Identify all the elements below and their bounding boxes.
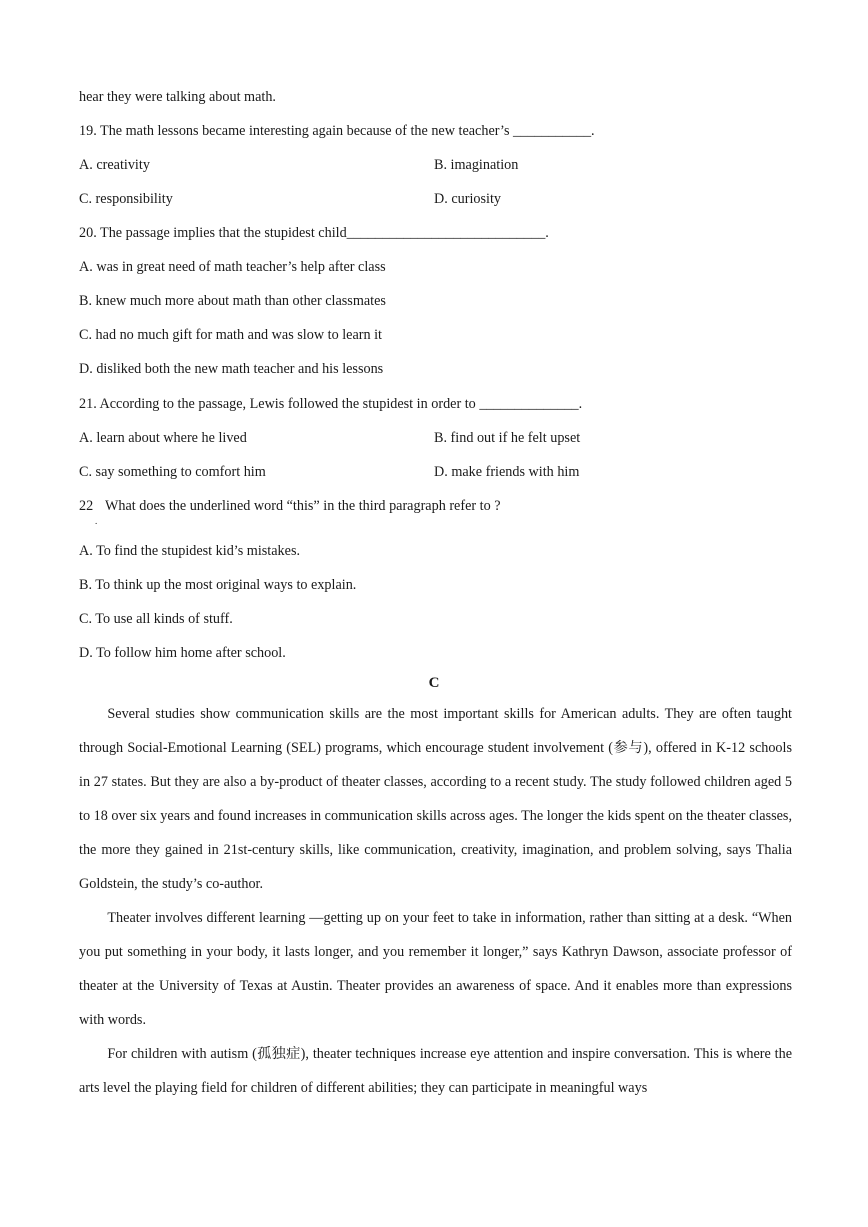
question-22-stem: What does the underlined word “this” in the third paragraph refer to ? (105, 498, 501, 514)
q19-option-a: A. creativity (79, 157, 150, 173)
q22-option-b: B. To think up the most original ways to explain. (79, 577, 357, 593)
section-c-paragraph-1: Several studies show communication skills are the most important skills for American adults. They are often taught through Social-Emotional Learning (SEL) programs, which encourage student involvement (参与), offered in K-12 schools in 27 states. But they are also a by-product of theater classes, according to a recent study. The study followed children aged 5 to 18 over six years and found increases in communication skills across ages. The longer the kids spent on the theater classes, the more they gained in 21st-century skills, like communication, creativity, imagination, and problem solving, says Thalia Goldstein, the study’s co-author. (79, 706, 792, 892)
section-c-title: C (428, 675, 440, 691)
q20-option-c: C. had no much gift for math and was slow to learn it (79, 327, 383, 343)
lead-line: hear they were talking about math. (79, 89, 276, 105)
question-19-stem: 19. The math lessons became interesting again because of the new teacher’s ___________. (79, 123, 595, 139)
question-21-stem: 21. According to the passage, Lewis followed the stupidest in order to ______________. (79, 396, 583, 412)
section-c-paragraph-2: Theater involves different learning —getting up on your feet to take in information, rather than sitting at a desk. “When you put something in your body, it lasts longer, and you remember it longer,” says Kathryn Dawson, associate professor of theater at the University of Texas at Austin. Theater provides an awareness of space. And it enables more than expressions with words. (79, 910, 792, 1028)
q20-option-a: A. was in great need of math teacher’s help after class (79, 259, 386, 275)
q21-option-b: B. find out if he felt upset (434, 430, 581, 446)
q21-option-a: A. learn about where he lived (79, 430, 247, 446)
q21-option-d: D. make friends with him (434, 464, 580, 480)
q22-option-d: D. To follow him home after school. (79, 645, 286, 661)
q22-option-c: C. To use all kinds of stuff. (79, 611, 233, 627)
q21-option-c: C. say something to comfort him (79, 464, 266, 480)
q19-option-d: D. curiosity (434, 191, 501, 207)
question-22-dot: . (95, 516, 98, 526)
q19-option-b: B. imagination (434, 157, 519, 173)
q22-option-a: A. To find the stupidest kid’s mistakes. (79, 543, 301, 559)
q19-option-c: C. responsibility (79, 191, 173, 207)
section-c-body (79, 697, 792, 1105)
question-22-number: 22 (79, 498, 94, 514)
q20-option-d: D. disliked both the new math teacher and his lessons (79, 361, 384, 377)
q20-option-b: B. knew much more about math than other classmates (79, 293, 386, 309)
section-c-paragraph-3: For children with autism (孤独症), theater techniques increase eye attention and inspire conversation. This is where the arts level the playing field for children of different abilities; they can participate in meaningful ways (79, 1046, 792, 1096)
question-20-stem: 20. The passage implies that the stupidest child____________________________. (79, 225, 549, 241)
